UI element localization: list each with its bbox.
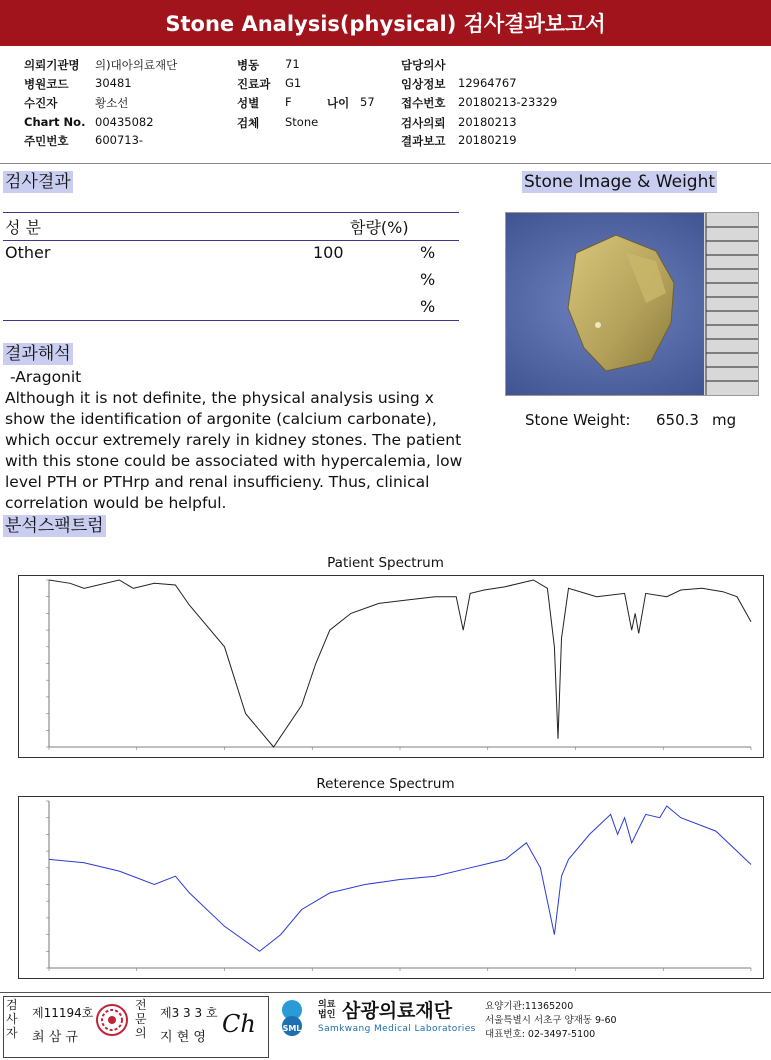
stone-weight-unit: mg — [712, 411, 737, 429]
org-name: 삼광의료재단 — [342, 1000, 453, 1022]
info-c3-0-label: 담당의사 — [401, 58, 446, 72]
interpretation-title: 결과해석 — [5, 344, 71, 364]
result-value: 100 — [313, 243, 344, 262]
interpretation-line: level PTH or PTHrp and renal insufficieny. Thus, clinical — [5, 473, 430, 491]
spectrum-line — [49, 806, 751, 951]
header-divider — [0, 163, 771, 164]
interpretation-line: correlation would be helpful. — [5, 494, 227, 512]
info-c3-2-value: 20180213-23329 — [458, 95, 558, 109]
info-c3-2-label: 접수번호 — [401, 96, 446, 110]
org-prefix: 의료법인 — [318, 1000, 336, 1020]
stone-image-title: Stone Image & Weight — [524, 172, 716, 192]
stone-photo — [505, 212, 759, 396]
info-c3-1-label: 임상정보 — [401, 77, 446, 91]
info-c1-1-label: 병원코드 — [24, 77, 69, 91]
info-c2-3-label: 검체 — [237, 116, 260, 130]
patient-spectrum-chart — [19, 576, 763, 757]
info-c1-4-value: 600713- — [95, 133, 144, 147]
info-c1-1-value: 30481 — [95, 76, 132, 90]
table-top-line — [3, 212, 459, 213]
tester-name: 최 삼 규 — [32, 1030, 78, 1045]
info-c3-4-label: 결과보고 — [401, 134, 446, 148]
results-title: 검사결과 — [5, 172, 71, 192]
interpretation-line: which occur extremely rarely in kidney stones. The patient — [5, 431, 462, 449]
result-name: Other — [5, 243, 51, 262]
result-unit: % — [420, 297, 436, 316]
info-c2-2-value: F — [285, 95, 292, 109]
reference-spectrum-title: Reterence Spectrum — [316, 776, 455, 792]
info-c2-3-value: Stone — [285, 115, 319, 129]
info-c1-4-label: 주민번호 — [24, 134, 69, 148]
result-unit: % — [420, 270, 436, 289]
seal-icon — [95, 1003, 129, 1041]
table-bottom-line — [3, 320, 459, 321]
info-c3-4-value: 20180219 — [458, 133, 517, 147]
interpretation-line: with this stone could be associated with hypercalemia, low — [5, 452, 463, 470]
info-age-value: 57 — [360, 95, 375, 109]
reference-spectrum-chart — [19, 797, 763, 978]
info-c3-1-value: 12964767 — [458, 76, 517, 90]
specialist-label: 전문의 — [135, 998, 147, 1040]
org-address: 서울특별시 서초구 양재동 9-60 — [485, 1015, 617, 1026]
info-c1-2-value: 황소선 — [95, 96, 129, 110]
patient-spectrum-title: Patient Spectrum — [327, 555, 444, 571]
info-c1-3-value: 00435082 — [95, 115, 154, 129]
patient-spectrum-box — [18, 575, 764, 758]
tester-license: 제11194호 — [32, 1006, 94, 1020]
info-c1-2-label: 수진자 — [24, 96, 58, 110]
report-title: Stone Analysis(physical) 검사결과보고서 — [0, 0, 771, 46]
org-code: 요양기관:11365200 — [485, 1001, 574, 1012]
org-tel: 대표번호: 02-3497-5100 — [485, 1029, 596, 1040]
info-c2-0-value: 71 — [285, 57, 300, 71]
spectrum-line — [49, 580, 751, 747]
content-header: 함량(%) — [350, 218, 409, 237]
info-c3-3-value: 20180213 — [458, 115, 517, 129]
signature: Ch — [222, 1010, 256, 1038]
interpretation-line: Although it is not definite, the physical analysis using x — [5, 389, 434, 407]
footer-divider — [0, 992, 771, 993]
info-c2-2-label: 성별 — [237, 96, 260, 110]
org-english: Samkwang Medical Laboratories — [318, 1024, 476, 1034]
interpretation-line: show the identification of argonite (calcium carbonate), — [5, 410, 437, 428]
info-c2-1-label: 진료과 — [237, 77, 271, 91]
table-header-line — [3, 240, 459, 241]
info-c1-0-value: 의)대아의료재단 — [95, 58, 178, 72]
stone-weight-value: 650.3 — [656, 411, 699, 429]
tester-label: 검사자 — [6, 998, 18, 1040]
component-header: 성 분 — [5, 218, 41, 237]
reference-spectrum-box — [18, 796, 764, 979]
info-c3-3-label: 검사의뢰 — [401, 116, 446, 130]
interpretation-subtitle: -Aragonit — [10, 368, 82, 386]
interpretation-text — [5, 388, 475, 514]
specialist-license: 제3 3 3 호 — [160, 1006, 218, 1020]
spectrum-title: 분석스팩트럼 — [5, 516, 104, 536]
sml-logo-icon: SML — [272, 998, 312, 1038]
info-c1-3-label: Chart No. — [24, 115, 86, 129]
info-c1-0-label: 의뢰기관명 — [24, 58, 80, 72]
result-unit: % — [420, 243, 436, 262]
info-c2-1-value: G1 — [285, 76, 302, 90]
info-age-label: 나이 — [327, 96, 350, 110]
stone-weight-label: Stone Weight: — [525, 411, 631, 429]
info-c2-0-label: 병동 — [237, 58, 260, 72]
specialist-name: 지 현 영 — [160, 1030, 206, 1045]
